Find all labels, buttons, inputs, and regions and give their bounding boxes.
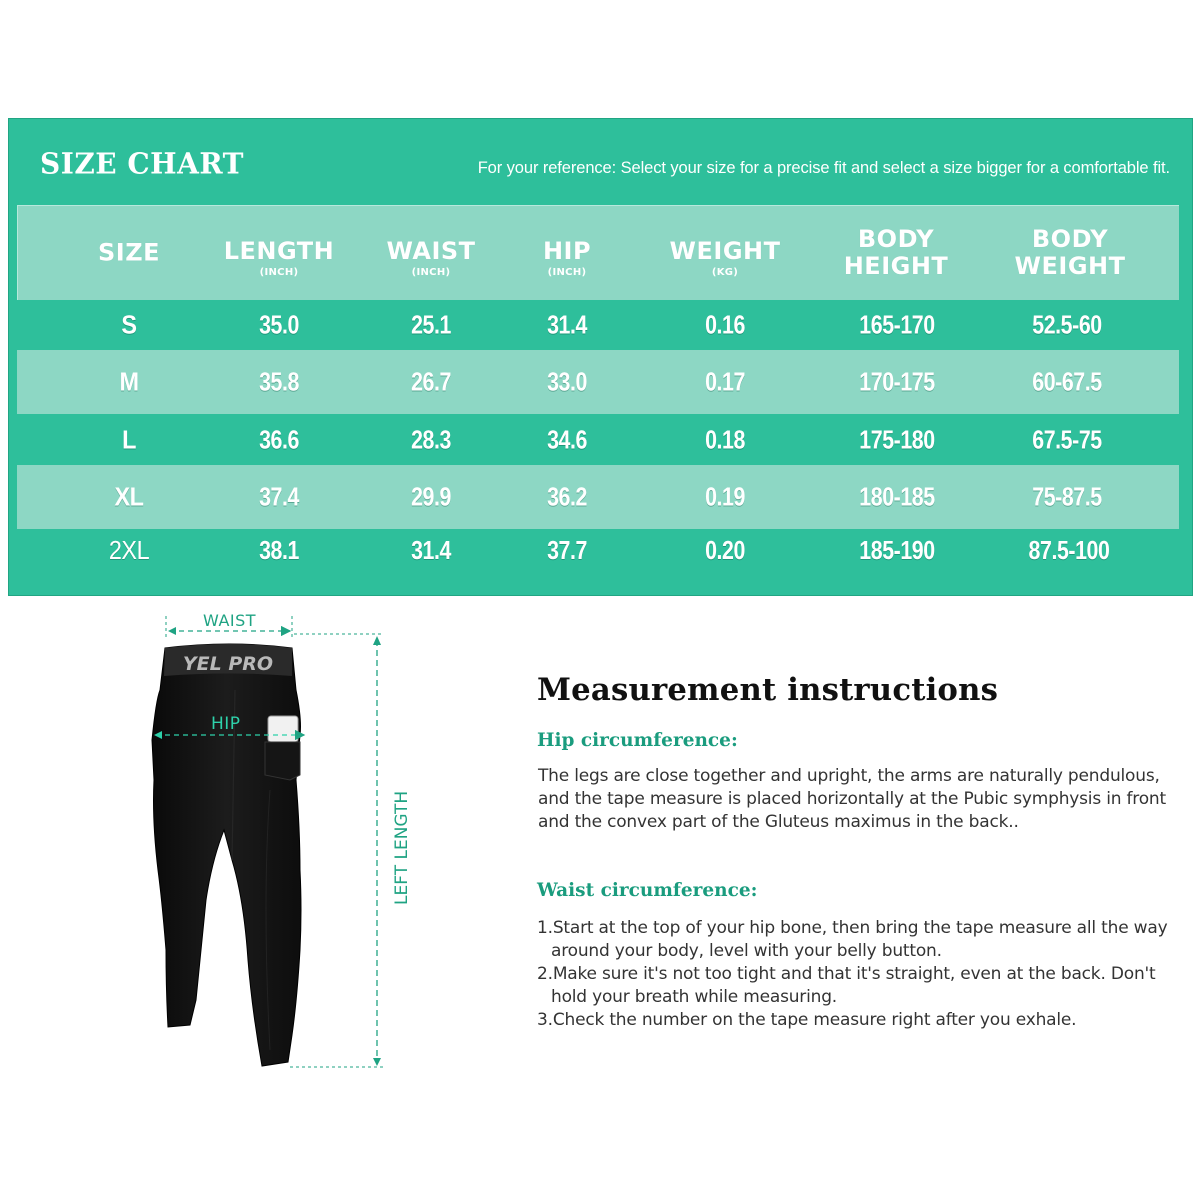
length-cell: 35.8 bbox=[259, 366, 299, 397]
body-height-cell: 180-185 bbox=[859, 481, 935, 512]
size-chart-note: For your reference: Select your size for a precise fit and select a size bigger for a comfortable fit. bbox=[477, 159, 1170, 177]
instructions-title: Measurement instructions bbox=[537, 672, 999, 708]
size-chart-title: SIZE CHART bbox=[40, 146, 244, 181]
body-weight-cell: 75-87.5 bbox=[1032, 481, 1102, 512]
body-weight-cell: 67.5-75 bbox=[1032, 424, 1102, 454]
body-height-cell: 165-170 bbox=[859, 309, 935, 340]
svg-text:LEFT LENGTH: LEFT LENGTH bbox=[392, 790, 412, 905]
size-cell: 2XL bbox=[108, 535, 150, 565]
header-body-height: BODY HEIGHT bbox=[843, 224, 949, 280]
size-cell: L bbox=[122, 424, 136, 454]
waist-step: 2.Make sure it's not too tight and that it's straight, even at the back. Don't hold your breath while measuring. bbox=[537, 964, 1156, 1007]
weight-cell: 0.19 bbox=[705, 481, 745, 512]
size-cell: S bbox=[121, 309, 137, 340]
leggings-illustration bbox=[0, 600, 480, 1100]
size-cell: M bbox=[119, 366, 139, 397]
unit-label: (INCH) bbox=[259, 266, 299, 278]
hip-cell: 34.6 bbox=[547, 424, 587, 454]
body-weight-cell: 87.5-100 bbox=[1028, 535, 1110, 565]
body-height-cell: 185-190 bbox=[859, 535, 935, 565]
waist-cell: 29.9 bbox=[411, 481, 451, 512]
body-weight-cell: 52.5-60 bbox=[1032, 309, 1102, 340]
waist-cell: 31.4 bbox=[411, 535, 451, 565]
table-row bbox=[17, 414, 1179, 465]
weight-cell: 0.18 bbox=[705, 424, 745, 454]
hip-heading: Hip circumference: bbox=[537, 730, 738, 751]
length-cell: 36.6 bbox=[259, 424, 299, 454]
table-row bbox=[17, 350, 1179, 414]
hip-cell: 36.2 bbox=[547, 481, 587, 512]
waist-step: 1.Start at the top of your hip bone, then bring the tape measure all the way around your body, level with your belly button. bbox=[537, 918, 1168, 961]
compression-leggings-icon bbox=[0, 600, 480, 1100]
waist-label: WAIST bbox=[203, 611, 257, 630]
table-row bbox=[17, 465, 1179, 529]
waist-step: 3.Check the number on the tape measure right after you exhale. bbox=[537, 1010, 1077, 1030]
body-height-cell: 175-180 bbox=[859, 424, 935, 454]
svg-text:YEL PRO: YEL PRO bbox=[182, 653, 274, 675]
table-row bbox=[17, 529, 1179, 578]
hip-text: The legs are close together and upright, the arms are naturally pendulous, and the tape measure is placed horizontally at the Pubic symphysis in front and the convex part of the Gluteus maximus in the back.. bbox=[538, 766, 1166, 832]
length-cell: 37.4 bbox=[259, 481, 299, 512]
table-row bbox=[17, 300, 1179, 350]
waist-cell: 28.3 bbox=[411, 424, 451, 454]
header-body-weight: BODY WEIGHT bbox=[1014, 224, 1126, 280]
size-cell: XL bbox=[114, 481, 144, 512]
waist-steps bbox=[537, 917, 1177, 1032]
header-size: SIZE bbox=[97, 238, 161, 266]
header-weight: WEIGHT (KG) bbox=[669, 236, 781, 278]
weight-cell: 0.16 bbox=[705, 309, 745, 340]
waist-cell: 26.7 bbox=[411, 366, 451, 397]
body-weight-cell: 60-67.5 bbox=[1032, 366, 1102, 397]
hip-label: HIP bbox=[211, 714, 241, 734]
waist-cell: 25.1 bbox=[411, 309, 451, 340]
hip-cell: 33.0 bbox=[547, 366, 587, 397]
hip-cell: 37.7 bbox=[547, 535, 587, 565]
size-chart-panel bbox=[8, 118, 1193, 596]
header-hip: HIP (INCH) bbox=[542, 236, 592, 278]
body-height-cell: 170-175 bbox=[859, 366, 935, 397]
unit-label: (KG) bbox=[711, 266, 739, 278]
length-cell: 35.0 bbox=[259, 309, 299, 340]
unit-label: (INCH) bbox=[411, 266, 451, 278]
weight-cell: 0.17 bbox=[705, 366, 745, 397]
waist-heading: Waist circumference: bbox=[537, 880, 758, 901]
hip-cell: 31.4 bbox=[547, 309, 587, 340]
weight-cell: 0.20 bbox=[705, 535, 745, 565]
size-table bbox=[17, 205, 1179, 578]
header-waist: WAIST (INCH) bbox=[386, 236, 476, 278]
length-cell: 38.1 bbox=[259, 535, 299, 565]
table-header-row bbox=[17, 205, 1179, 300]
header-length: LENGTH (INCH) bbox=[223, 236, 335, 278]
unit-label: (INCH) bbox=[547, 266, 587, 278]
